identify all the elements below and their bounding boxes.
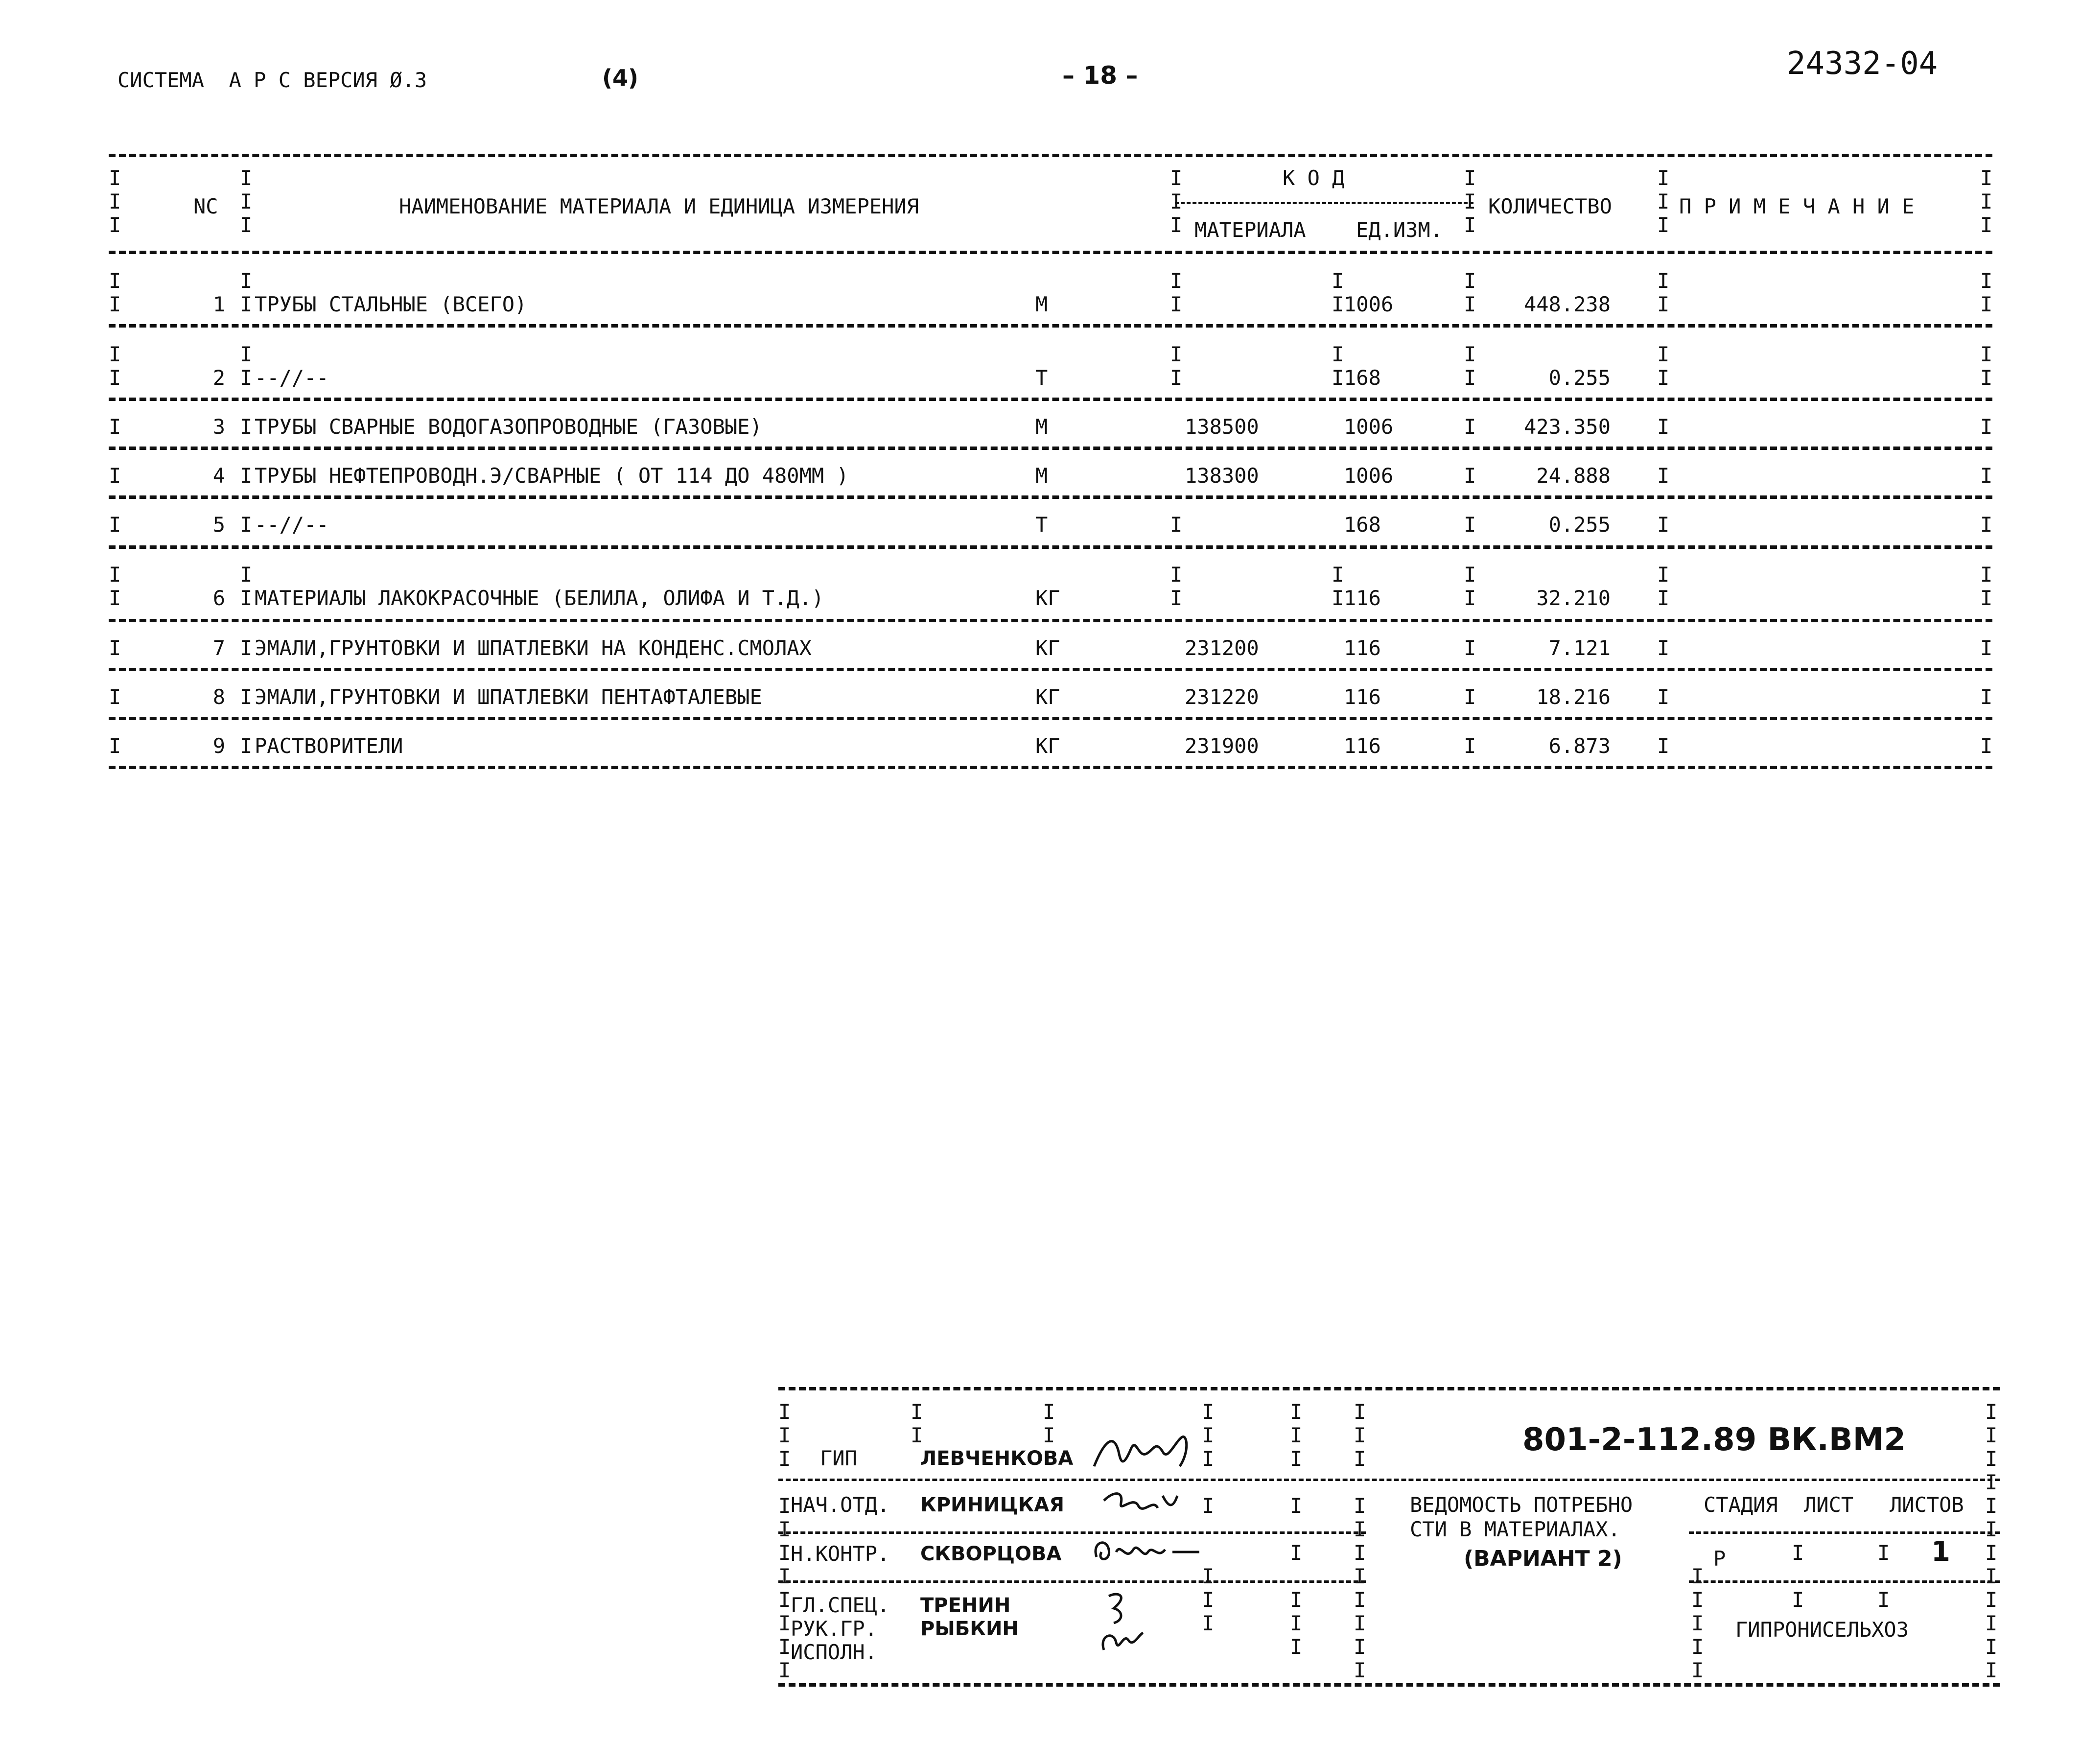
row-number: 5 [212,513,225,537]
role-executor: ИСПОЛН. [791,1640,878,1664]
row-unit: Т [1035,513,1048,537]
vbar-glyphs: I I [911,1400,923,1447]
page-number: – 18 – [1062,61,1138,90]
vbar-glyphs: I I [1877,1541,1890,1612]
vbar-glyphs: I I I [1464,166,1476,237]
vbar-glyphs: I I I [1980,166,1993,237]
vbar-glyphs: I [240,464,253,488]
vbar-glyphs: I [1464,513,1476,537]
header-note: П Р И М Е Ч А Н И Е [1679,194,1915,218]
vbar-glyphs: I I [109,342,121,390]
vbar-glyphs: I I [1170,269,1183,316]
row-number: 9 [212,734,225,758]
vbar-glyphs: I I [240,342,253,390]
vbar-glyphs: I I [1332,269,1344,316]
vbar-glyphs: I I [1980,269,1993,316]
name-head-dept: КРИНИЦКАЯ [920,1494,1065,1516]
vbar-glyphs: I I [1464,269,1476,316]
vbar-glyphs: I [240,513,253,537]
row-unit: КГ [1035,586,1060,610]
stage-value: Р [1713,1547,1726,1571]
row-number: 4 [212,464,225,488]
row-quantity: 6.873 [1548,734,1611,758]
title-line-1: ВЕДОМОСТЬ ПОТРЕБНО [1410,1493,1633,1517]
row-unit: КГ [1035,636,1060,660]
stage-label: СТАДИЯ [1704,1493,1778,1517]
vbar-glyphs: I [109,464,121,488]
vbar-glyphs: I [1170,513,1183,537]
row-name: ТРУБЫ НЕФТЕПРОВОДН.Э/СВАРНЫЕ ( ОТ 114 ДО 480ММ ) [255,464,849,488]
row-material-code: 231220 [1185,685,1259,709]
vbar-glyphs: I I [1657,563,1670,610]
vbar-glyphs: I I I I I [1691,1564,1704,1682]
vbar-glyphs: I [1657,734,1670,758]
row-unit-code: 116 [1344,734,1381,758]
row-unit-code: 1006 [1344,464,1394,488]
vbar-glyphs: I [1980,636,1993,660]
vbar-glyphs: I [109,685,121,709]
row-quantity: 18.216 [1536,685,1611,709]
vbar-glyphs: I [1464,636,1476,660]
sheets-label: ЛИСТОВ [1890,1493,1964,1517]
vbar-glyphs: I [1980,415,1993,439]
row-quantity: 0.255 [1548,366,1611,390]
vbar-glyphs: I I I I I I I I I I I [778,1400,791,1682]
signature-head-dept [1099,1486,1187,1525]
row-unit-code: 116 [1344,685,1381,709]
signature-group-lead [1094,1586,1153,1660]
row-material-code: 138300 [1185,464,1259,488]
vbar-glyphs: I [1980,464,1993,488]
row-material-code: 138500 [1185,415,1259,439]
vbar-glyphs: I [240,415,253,439]
name-gip: ЛЕВЧЕНКОВА [920,1447,1074,1470]
vbar-glyphs: I I [1170,563,1183,610]
vbar-glyphs: I [1980,685,1993,709]
vbar-glyphs: I I [1657,342,1670,390]
vbar-glyphs: I I [1980,342,1993,390]
row-name: ТРУБЫ СВАРНЫЕ ВОДОГАЗОПРОВОДНЫЕ (ГАЗОВЫЕ) [255,415,762,439]
name-group-lead: РЫБКИН [920,1618,1019,1640]
vbar-glyphs: I I [1657,269,1670,316]
vbar-glyphs: I [1464,464,1476,488]
row-material-code: 231900 [1185,734,1259,758]
row-name: РАСТВОРИТЕЛИ [255,734,403,758]
sheet-label: ЛИСТ [1804,1493,1854,1517]
row-quantity: 448.238 [1523,292,1611,316]
vbar-glyphs: I I I I I I I [1202,1400,1215,1635]
row-number: 6 [212,586,225,610]
role-norm-control: Н.КОНТР. [791,1542,890,1566]
header-code-unit: ЕД.ИЗМ. [1356,218,1443,242]
vbar-glyphs: I I [1332,563,1344,610]
vbar-glyphs: I I [1980,563,1993,610]
row-unit-code: 1006 [1344,292,1394,316]
organization: ГИПРОНИСЕЛЬХОЗ [1735,1618,1909,1642]
role-group-lead: РУК.ГР. [791,1617,878,1641]
row-unit-code: 168 [1344,513,1381,537]
row-unit: КГ [1035,734,1060,758]
row-unit: М [1035,415,1048,439]
vbar-glyphs: I [109,513,121,537]
vbar-glyphs: I [1657,636,1670,660]
vbar-glyphs: I I [1043,1400,1055,1447]
row-number: 7 [212,636,225,660]
system-version: СИСТЕМА А Р С ВЕРСИЯ Ø.3 [117,68,427,92]
header-quantity: КОЛИЧЕСТВО [1488,194,1612,218]
vbar-glyphs: I [1980,513,1993,537]
vbar-glyphs: I [109,734,121,758]
row-quantity: 24.888 [1536,464,1611,488]
row-unit-code: 168 [1344,366,1381,390]
row-name: МАТЕРИАЛЫ ЛАКОКРАСОЧНЫЕ (БЕЛИЛА, ОЛИФА И Т.Д.) [255,586,824,610]
vbar-glyphs: I [1657,415,1670,439]
vbar-glyphs: I I [109,563,121,610]
header-num: NC [193,194,218,218]
vbar-glyphs: I I I [1170,166,1183,237]
vbar-glyphs: I [240,685,253,709]
vbar-glyphs: I I I [240,166,253,237]
vbar-glyphs: I I [109,269,121,316]
signature-gip [1089,1422,1202,1476]
role-chief-specialist: ГЛ.СПЕЦ. [791,1593,890,1617]
vbar-glyphs: I [109,636,121,660]
vbar-glyphs: I I I I I I I I I I I I [1985,1400,1998,1682]
row-unit-code: 116 [1344,636,1381,660]
row-quantity: 423.350 [1523,415,1611,439]
row-unit-code: 1006 [1344,415,1394,439]
row-name: --//-- [255,513,329,537]
vbar-glyphs: I [109,415,121,439]
row-name: ТРУБЫ СТАЛЬНЫЕ (ВСЕГО) [255,292,527,316]
row-unit: КГ [1035,685,1060,709]
vbar-glyphs: I [1464,734,1476,758]
row-unit: М [1035,292,1048,316]
vbar-glyphs: I I [1332,342,1344,390]
title-line-3: (ВАРИАНТ 2) [1464,1546,1622,1571]
role-gip: ГИП [820,1446,857,1470]
row-name: --//-- [255,366,329,390]
row-quantity: 0.255 [1548,513,1611,537]
vbar-glyphs: I [1657,513,1670,537]
header-code-material: МАТЕРИАЛА [1194,218,1306,242]
row-quantity: 32.210 [1536,586,1611,610]
row-unit: М [1035,464,1048,488]
row-number: 2 [212,366,225,390]
vbar-glyphs: I I [1464,563,1476,610]
header-name: НАИМЕНОВАНИЕ МАТЕРИАЛА И ЕДИНИЦА ИЗМЕРЕНИЯ [399,194,919,218]
row-quantity: 7.121 [1548,636,1611,660]
row-number: 8 [212,685,225,709]
row-number: 1 [212,292,225,316]
vbar-glyphs: I [1464,415,1476,439]
row-name: ЭМАЛИ,ГРУНТОВКИ И ШПАТЛЕВКИ ПЕНТАФТАЛЕВЫЕ [255,685,762,709]
vbar-glyphs: I I [240,269,253,316]
vbar-glyphs: I [240,734,253,758]
vbar-glyphs: I [1657,464,1670,488]
header-code: К О Д [1283,166,1345,190]
vbar-glyphs: I [1980,734,1993,758]
signature-norm-control [1087,1532,1204,1572]
vbar-glyphs: I I I [1657,166,1670,237]
name-norm-control: СКВОРЦОВА [920,1543,1062,1565]
document-code: 24332-04 [1787,46,1938,82]
vbar-glyphs: I [240,636,253,660]
role-head-dept: НАЧ.ОТД. [791,1493,890,1517]
vbar-glyphs: I I [1170,342,1183,390]
vbar-glyphs: I [1464,685,1476,709]
vbar-glyphs: I I [1464,342,1476,390]
row-unit: Т [1035,366,1048,390]
vbar-glyphs: I I [240,563,253,610]
sheets-value: 1 [1931,1536,1950,1568]
sheet-number: (4) [602,65,639,91]
vbar-glyphs: I [1657,685,1670,709]
title-line-2: СТИ В МАТЕРИАЛАХ. [1410,1517,1620,1541]
name-chief-specialist: ТРЕНИН [920,1594,1011,1617]
row-name: ЭМАЛИ,ГРУНТОВКИ И ШПАТЛЕВКИ НА КОНДЕНС.СМОЛАХ [255,636,812,660]
row-material-code: 231200 [1185,636,1259,660]
vbar-glyphs: I I I I I I I I [1290,1400,1303,1659]
row-number: 3 [212,415,225,439]
vbar-glyphs: I I I I I I I I I I I [1354,1400,1366,1682]
vbar-glyphs: I I [1792,1541,1804,1612]
vbar-glyphs: I I I [109,166,121,237]
row-unit-code: 116 [1344,586,1381,610]
project-code: 801-2-112.89 ВК.ВМ2 [1522,1422,1906,1458]
